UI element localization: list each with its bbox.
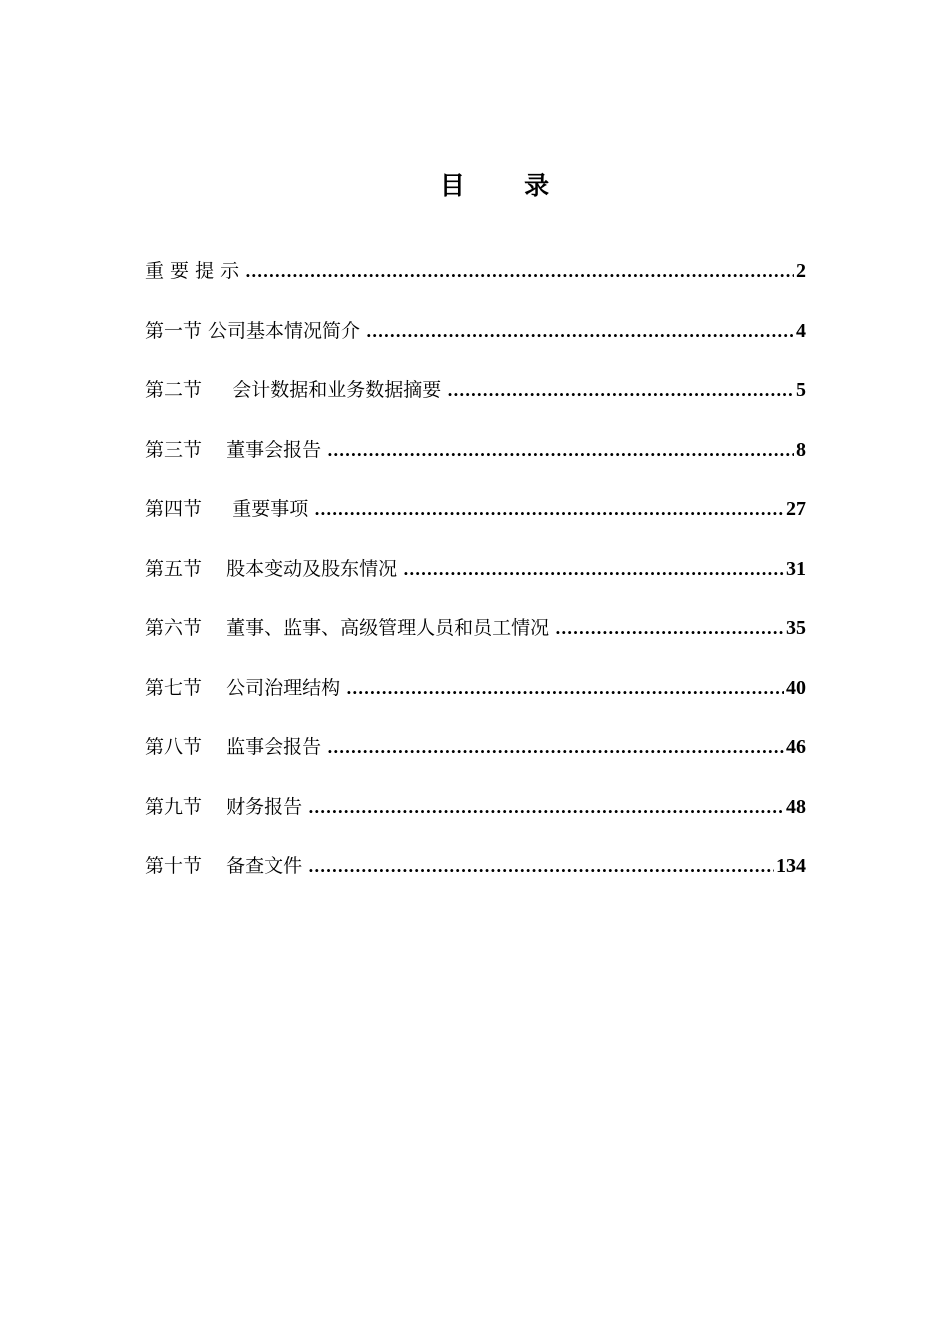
toc-entry-label: 第一节 公司基本情况简介: [145, 319, 361, 342]
toc-entry-label: 第三节 董事会报告: [145, 438, 322, 461]
toc-entry-page: 134: [776, 855, 806, 877]
toc-dot-leader: [245, 254, 794, 290]
toc-entry-page: 31: [786, 557, 806, 580]
toc-entry-label: 第十节 备查文件: [145, 855, 303, 877]
toc-entry-label: 第二节 会计数据和业务数据摘要: [145, 379, 442, 401]
toc-entry-important-notice: [145, 253, 806, 313]
toc-dot-leader: [366, 314, 794, 350]
toc-entry-section-2: [145, 372, 806, 432]
toc-entry-page: 48: [786, 795, 806, 818]
toc-entry-page: 8: [796, 438, 806, 461]
toc-entry-section-5: [145, 551, 806, 611]
toc-title: 目 录: [439, 171, 551, 200]
toc-entry-label: 第七节 公司治理结构: [145, 676, 341, 699]
toc-entry-label: 第九节 财务报告: [145, 795, 303, 818]
toc-dot-leader: [327, 730, 784, 766]
toc-list: [145, 253, 806, 908]
toc-entry-section-4: [145, 491, 806, 551]
toc-dot-leader: [314, 492, 784, 528]
toc-entry-label: 第六节 董事、监事、高级管理人员和员工情况: [145, 617, 550, 639]
toc-dot-leader: [555, 611, 784, 647]
toc-entry-page: 2: [796, 260, 806, 282]
toc-entry-section-1: [145, 313, 806, 373]
toc-entry-page: 27: [786, 498, 806, 520]
toc-entry-page: 40: [786, 676, 806, 699]
toc-dot-leader: [327, 433, 794, 469]
toc-entry-label: 重 要 提 示: [145, 260, 240, 282]
toc-entry-page: 4: [796, 319, 806, 342]
toc-entry-page: 35: [786, 617, 806, 639]
toc-entry-label: 第五节 股本变动及股东情况: [145, 557, 398, 580]
toc-entry-section-10: [145, 848, 806, 908]
toc-entry-page: 5: [796, 379, 806, 401]
toc-entry-section-9: [145, 789, 806, 849]
toc-entry-label: 第八节 监事会报告: [145, 736, 322, 758]
toc-dot-leader: [308, 849, 774, 885]
toc-entry-section-6: [145, 610, 806, 670]
toc-dot-leader: [403, 552, 784, 588]
toc-dot-leader: [308, 790, 784, 826]
toc-dot-leader: [346, 671, 784, 707]
toc-entry-section-7: [145, 670, 806, 730]
toc-entry-section-8: [145, 729, 806, 789]
toc-entry-label: 第四节 重要事项: [145, 498, 309, 520]
toc-entry-page: 46: [786, 736, 806, 758]
toc-dot-leader: [447, 373, 794, 409]
toc-entry-section-3: [145, 432, 806, 492]
